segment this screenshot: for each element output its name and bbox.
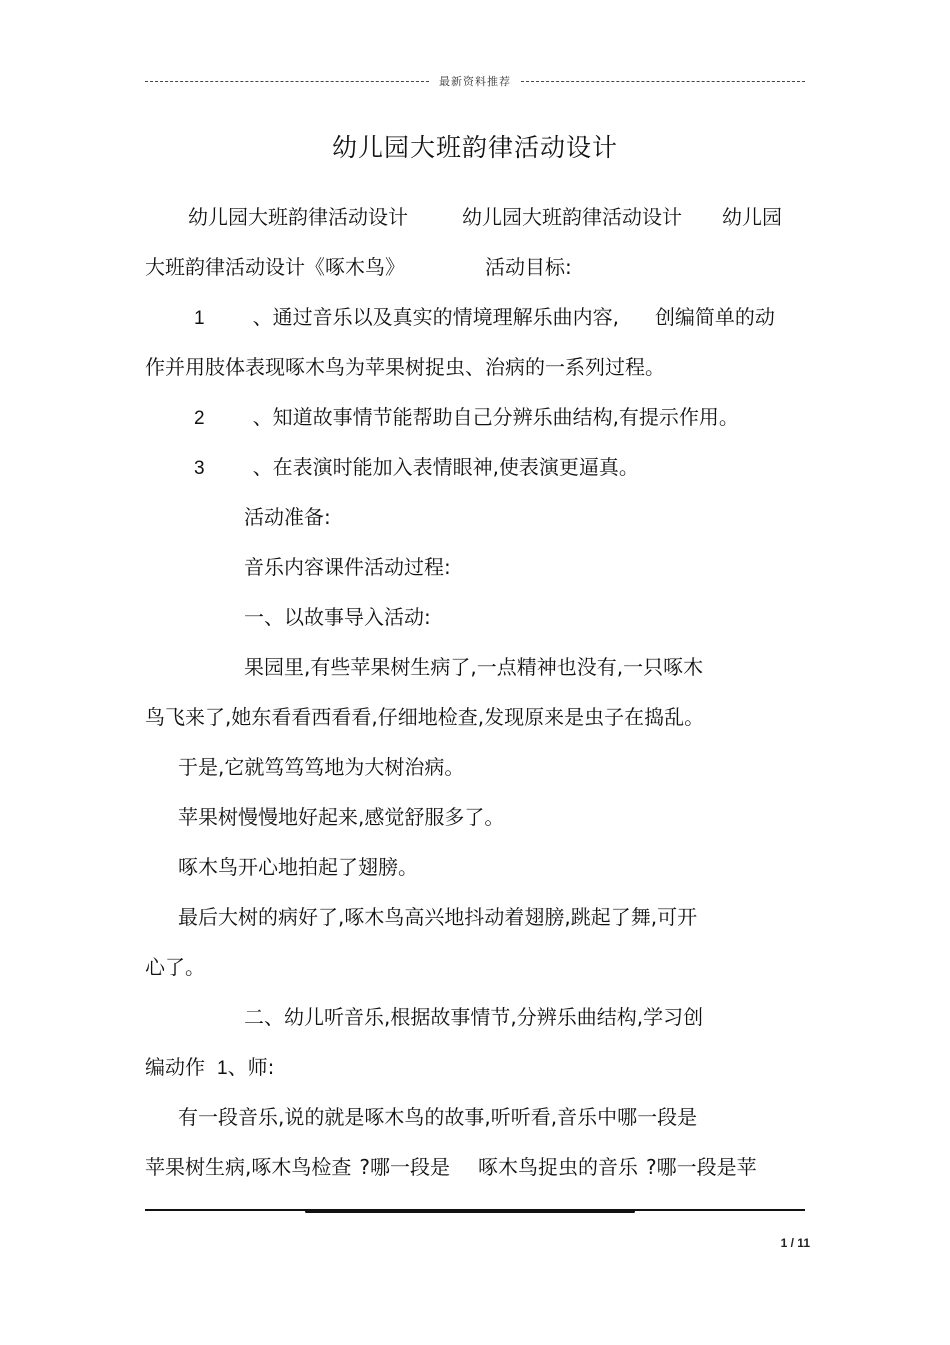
section-heading: 活动准备:	[244, 505, 331, 529]
header-dash-left	[145, 81, 429, 82]
paragraph-line: 果园里,有些苹果树生病了,一点精神也没有,一只啄木	[244, 655, 704, 679]
paragraph-line: 于是,它就笃笃笃地为大树治病。	[178, 755, 465, 779]
footer-rule	[145, 1209, 805, 1211]
text-segment: 活动目标:	[485, 255, 572, 279]
text-segment: 苹果树生病,啄木鸟检查	[145, 1155, 352, 1179]
paragraph-line: 有一段音乐,说的就是啄木鸟的故事,听听看,音乐中哪一段是	[178, 1105, 698, 1129]
text-segment: 创编简单的动	[654, 305, 775, 329]
text-segment: 、知道故事情节能帮助自己分辨乐曲结构,有提示作用。	[252, 405, 739, 429]
text-segment: 幼儿园	[722, 205, 782, 229]
list-number: 2	[194, 408, 205, 429]
list-number: 3	[194, 458, 205, 479]
section-heading: 二、幼儿听音乐,根据故事情节,分辨乐曲结构,学习创	[244, 1005, 704, 1029]
list-number: 1	[217, 1058, 228, 1079]
paragraph-line: 鸟飞来了,她东看看西看看,仔细地检查,发现原来是虫子在捣乱。	[145, 705, 705, 729]
paragraph-line	[194, 454, 639, 482]
text-segment: 幼儿园大班韵律活动设计	[188, 205, 408, 229]
paragraph-line	[145, 254, 572, 280]
paragraph-line: 苹果树慢慢地好起来,感觉舒服多了。	[178, 805, 505, 829]
page-header	[145, 72, 805, 90]
paragraph-line	[194, 304, 775, 332]
paragraph-line: 心了。	[145, 955, 205, 979]
text-segment: 编动作	[145, 1055, 205, 1079]
paragraph-line: 作并用肢体表现啄木鸟为苹果树捉虫、治病的一系列过程。	[145, 355, 665, 379]
paragraph-line	[145, 1154, 757, 1180]
paragraph-line	[145, 1054, 274, 1082]
text-segment: 啄木鸟捉虫的音乐	[477, 1155, 638, 1179]
text-segment: 大班韵律活动设计《啄木鸟》	[145, 255, 405, 279]
document-title: 幼儿园大班韵律活动设计	[331, 133, 618, 162]
page-number: 1 / 11	[780, 1236, 810, 1250]
text-segment: 、师:	[227, 1055, 275, 1079]
paragraph-line: 啄木鸟开心地拍起了翅膀。	[178, 855, 418, 879]
paragraph-line	[188, 204, 782, 230]
section-heading: 一、以故事导入活动:	[244, 605, 431, 629]
text-segment: 、在表演时能加入表情眼神,使表演更逼真。	[252, 455, 639, 479]
paragraph-line	[194, 404, 739, 432]
paragraph-line: 音乐内容课件活动过程:	[244, 555, 451, 579]
header-dash-right	[521, 81, 805, 82]
header-label: 最新资料推荐	[439, 75, 511, 88]
text-segment: 幼儿园大班韵律活动设计	[462, 205, 682, 229]
text-segment: 、通过音乐以及真实的情境理解乐曲内容,	[252, 305, 619, 329]
list-number: 1	[194, 308, 205, 329]
text-segment: ?哪一段是苹	[645, 1155, 757, 1179]
text-segment: ?哪一段是	[359, 1155, 450, 1179]
paragraph-line: 最后大树的病好了,啄木鸟高兴地抖动着翅膀,跳起了舞,可开	[178, 905, 698, 929]
